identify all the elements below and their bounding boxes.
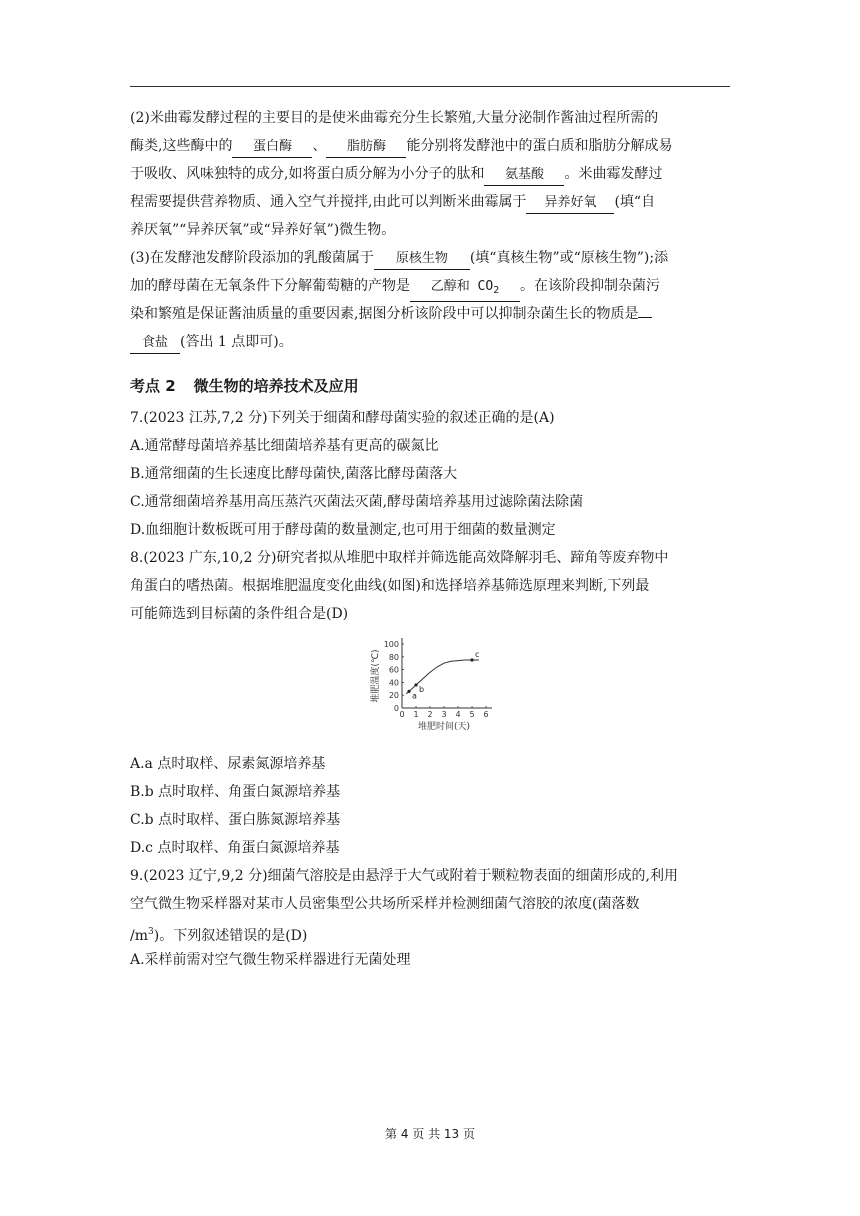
q6-p2-line2 — [130, 132, 730, 160]
text: 于吸收、风味独特的成分,如将蛋白质分解为小分子的肽和 — [130, 166, 485, 182]
x-tick-label: 1 — [413, 710, 419, 719]
answer-blank-microbe-type: 异养好氧 — [526, 193, 614, 214]
text: 加的酵母菌在无氧条件下分解葡萄糖的产物是 — [130, 278, 410, 294]
q8-option-c — [130, 806, 730, 834]
q6-p2-line1 — [130, 104, 730, 132]
q6-p3-line3 — [130, 300, 730, 328]
q8-option-b — [130, 778, 730, 806]
text: 酶类,这些酶中的 — [130, 138, 233, 154]
section-title: 微生物的培养技术及应用 — [193, 377, 359, 395]
q8-option-d — [130, 834, 730, 862]
point-b — [414, 683, 417, 686]
section-code: 考点 2 — [130, 377, 176, 395]
text: 8.(2023 广东,10,2 分)研究者拟从堆肥中取样并筛选能高效降解羽毛、蹄角等废弃物中 — [130, 550, 669, 566]
text: 乙醇和 CO — [430, 279, 494, 294]
text: (2)米曲霉发酵过程的主要目的是使米曲霉充分生长繁殖,大量分泌制作酱油过程所需的 — [130, 110, 659, 126]
q9-stem-line2 — [130, 890, 730, 918]
q7-option-c — [130, 488, 730, 516]
q9-option-a — [130, 946, 730, 974]
q7-option-b — [130, 460, 730, 488]
top-rule — [130, 86, 730, 87]
q9-stem-line1 — [130, 862, 730, 890]
answer-blank-protease: 蛋白酶 — [232, 137, 312, 158]
text: D.c 点时取样、角蛋白氮源培养基 — [130, 840, 340, 856]
x-tick-label: 3 — [441, 710, 447, 719]
text: 能分别将发酵池中的蛋白质和脂肪分解成易 — [406, 138, 673, 154]
answer-blank-products — [410, 277, 520, 302]
point-label-c: c — [475, 650, 480, 659]
y-tick-label: 80 — [388, 652, 399, 662]
x-axis-label: 堆肥时间(天) — [417, 722, 471, 732]
text: (答出 1 点即可)。 — [180, 334, 293, 350]
section-heading — [130, 368, 730, 404]
text: A.通常酵母菌培养基比细菌培养基有更高的碳氮比 — [130, 438, 439, 454]
text: /m — [130, 928, 148, 944]
answer-blank-prokaryote: 原核生物 — [374, 249, 470, 270]
answer-blank-lead — [638, 317, 652, 318]
q7-stem — [130, 404, 730, 432]
q8-option-a — [130, 750, 730, 778]
subscript: 2 — [493, 285, 500, 296]
text: 程需要提供营养物质、通入空气并搅拌,由此可以判断米曲霉属于 — [130, 194, 527, 210]
q6-p3-line1 — [130, 244, 730, 272]
text: (填“真核生物”或“原核生物”);添 — [469, 250, 669, 266]
text: C.b 点时取样、蛋白胨氮源培养基 — [130, 812, 341, 828]
q6-p2-line3 — [130, 160, 730, 188]
text: 养厌氧”“异养厌氧”或“异养好氧”)微生物。 — [130, 222, 396, 238]
text: A.a 点时取样、尿素氮源培养基 — [130, 756, 326, 772]
text: (填“自 — [614, 194, 656, 210]
y-axis-label: 堆肥温度(℃) — [371, 649, 381, 703]
x-tick-label: 5 — [469, 710, 475, 719]
y-tick-label: 60 — [388, 665, 399, 675]
point-a — [407, 690, 410, 693]
spacer — [130, 356, 730, 368]
q6-p3-line4 — [130, 328, 730, 356]
page-content — [130, 104, 730, 974]
text: 。在该阶段抑制杂菌污 — [520, 278, 660, 294]
y-tick-label: 20 — [388, 691, 399, 701]
point-label-a: a — [412, 691, 417, 701]
chart-container — [130, 628, 730, 750]
q6-p2-line4 — [130, 188, 730, 216]
text: 7.(2023 江苏,7,2 分)下列关于细菌和酵母菌实验的叙述正确的是(A) — [130, 410, 555, 426]
x-tick-label: 4 — [455, 710, 461, 719]
text: 角蛋白的嗜热菌。根据堆肥温度变化曲线(如图)和选择培养基筛选原理来判断,下列最 — [130, 578, 650, 594]
text: (3)在发酵池发酵阶段添加的乳酸菌属于 — [130, 250, 374, 266]
y-tick-label: 100 — [383, 640, 399, 649]
text: 染和繁殖是保证酱油质量的重要因素,据图分析该阶段中可以抑制杂菌生长的物质是 — [130, 306, 639, 322]
temperature-curve — [406, 660, 479, 694]
y-tick-label: 40 — [388, 678, 399, 688]
point-c — [470, 658, 473, 661]
answer-blank-lipase: 脂肪酶 — [326, 137, 406, 158]
q9-stem-line3 — [130, 918, 730, 946]
text: 可能筛选到目标菌的条件组合是(D) — [130, 606, 349, 622]
q8-stem-line1 — [130, 544, 730, 572]
superscript: 3 — [148, 927, 154, 937]
text: C.通常细菌培养基用高压蒸汽灭菌法灭菌,酵母菌培养基用过滤除菌法除菌 — [130, 494, 584, 510]
text: 空气微生物采样器对某市人员密集型公共场所采样并检测细菌气溶胶的浓度(菌落数 — [130, 896, 640, 912]
answer-blank-amino-acid: 氨基酸 — [484, 165, 564, 186]
compost-temperature-chart — [358, 628, 508, 746]
text: 9.(2023 辽宁,9,2 分)细菌气溶胶是由悬浮于大气或附着于颗粒物表面的细菌形成的,利用 — [130, 868, 678, 884]
text: A.采样前需对空气微生物采样器进行无菌处理 — [130, 952, 411, 968]
q8-stem-line3 — [130, 600, 730, 628]
text: B.通常细菌的生长速度比酵母菌快,菌落比酵母菌落大 — [130, 466, 458, 482]
page-footer: 第 4 页 共 13 页 — [385, 1127, 475, 1141]
x-tick-label: 2 — [427, 710, 433, 719]
text: 、 — [312, 138, 327, 154]
q7-option-d — [130, 516, 730, 544]
q6-p3-line2 — [130, 272, 730, 300]
answer-blank-salt: 食盐 — [130, 333, 180, 354]
q6-p2-line5 — [130, 216, 730, 244]
point-label-b: b — [419, 684, 425, 694]
x-tick-label: 0 — [399, 710, 405, 719]
y-tick-label: 0 — [393, 704, 399, 713]
x-tick-label: 6 — [483, 710, 489, 719]
text: )。下列叙述错误的是(D) — [153, 928, 308, 944]
q7-option-a — [130, 432, 730, 460]
text: 。米曲霉发酵过 — [564, 166, 663, 182]
text: B.b 点时取样、角蛋白氮源培养基 — [130, 784, 341, 800]
text: D.血细胞计数板既可用于酵母菌的数量测定,也可用于细菌的数量测定 — [130, 522, 556, 538]
q8-stem-line2 — [130, 572, 730, 600]
